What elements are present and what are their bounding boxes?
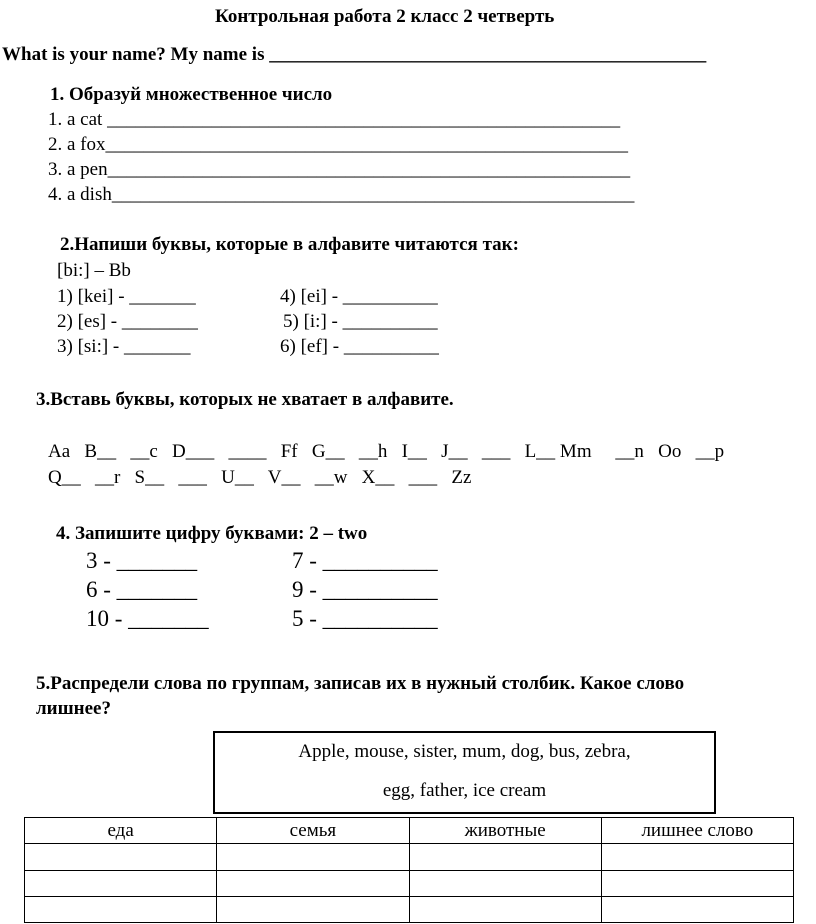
task2-example: [bi:] – Bb [57, 260, 131, 281]
task4-item: 3 - _______ [86, 548, 198, 573]
answer-cell[interactable] [409, 896, 601, 922]
answer-cell[interactable] [217, 870, 409, 896]
table-header-row [25, 818, 794, 844]
task1-heading: 1. Образуй множественное число [50, 84, 333, 105]
task2-item: 1) [kei] - _______ [57, 286, 196, 307]
task4-item: 10 - _______ [86, 606, 209, 631]
task4-item: 7 - __________ [292, 548, 438, 573]
task2-item: 5) [i:] - __________ [283, 311, 438, 332]
task4-item: 6 - _______ [86, 577, 198, 602]
task4-heading: 4. Запишите цифру буквами: 2 – two [56, 523, 368, 544]
task5-heading-cont: лишнее? [36, 698, 111, 719]
column-header: лишнее слово [601, 818, 793, 844]
answer-cell[interactable] [25, 896, 217, 922]
answer-cell[interactable] [409, 844, 601, 870]
answer-cell[interactable] [601, 896, 793, 922]
task4-item: 9 - __________ [292, 577, 438, 602]
table-row [25, 896, 794, 922]
answer-cell[interactable] [409, 870, 601, 896]
task1-item: 3. a pen_______________________________________________________ [48, 159, 631, 180]
task1-item: 4. a dish_______________________________________________________ [48, 184, 635, 205]
groups-table [24, 817, 794, 923]
task1-item: 1. a cat ______________________________________________________ [48, 109, 621, 130]
page-title: Контрольная работа 2 класс 2 четверть [215, 6, 555, 27]
task4-item: 5 - __________ [292, 606, 438, 631]
table-row [25, 844, 794, 870]
word-list-box [213, 731, 716, 814]
task2-item: 4) [ei] - __________ [280, 286, 438, 307]
column-header: семья [217, 818, 409, 844]
task2-item: 3) [si:] - _______ [57, 336, 191, 357]
column-header: животные [409, 818, 601, 844]
name-prompt: What is your name? My name is ______________________________________________ [2, 44, 707, 65]
word-list-line: Apple, mouse, sister, mum, dog, bus, zebra, [298, 741, 631, 762]
table-row [25, 870, 794, 896]
task2-item: 6) [ef] - __________ [280, 336, 439, 357]
answer-cell[interactable] [25, 844, 217, 870]
word-list-line: egg, father, ice cream [382, 780, 547, 801]
task3-heading: 3.Вставь буквы, которых не хватает в алфавите. [36, 389, 454, 410]
answer-cell[interactable] [601, 844, 793, 870]
task1-item: 2. a fox_______________________________________________________ [48, 134, 629, 155]
answer-cell[interactable] [25, 870, 217, 896]
alphabet-row-2: Q__ __r S__ ___ U__ V__ __w X__ ___ Zz [48, 467, 472, 488]
alphabet-row-1: Aa B__ __c D___ ____ Ff G__ __h I__ J__ ___ L__ Mm __n Oo __p [48, 441, 725, 462]
task5-heading: 5.Распредели слова по группам, записав их в нужный столбик. Какое слово [36, 673, 685, 694]
task2-heading: 2.Напиши буквы, которые в алфавите читаются так: [60, 234, 519, 255]
answer-cell[interactable] [217, 844, 409, 870]
answer-cell[interactable] [217, 896, 409, 922]
task2-item: 2) [es] - ________ [57, 311, 198, 332]
answer-cell[interactable] [601, 870, 793, 896]
column-header: еда [25, 818, 217, 844]
